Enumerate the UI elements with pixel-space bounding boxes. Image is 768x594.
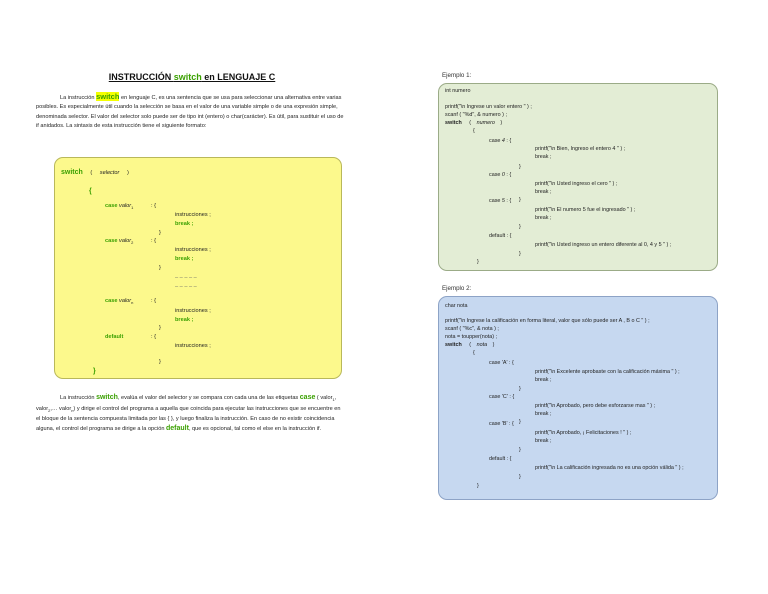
- example-1-box: [438, 83, 718, 271]
- ex1-case-0-printf: printf("\n Usted ingreso el cero " ) ;: [535, 181, 618, 187]
- ex2-default-close: }: [519, 474, 521, 480]
- ex1-case-5-close: }: [519, 224, 521, 230]
- syntax-case-n: case valor$_n$: [105, 298, 134, 306]
- ex2-default: default : {: [489, 456, 512, 462]
- ex2-case-a-break: break ;: [535, 377, 552, 383]
- title-prefix: INSTRUCCIÓN: [108, 72, 174, 82]
- ex2-printf-line: printf("\n Ingrese la calificación en forma literal, valor que sólo puede ser A , B o C " ) ;: [445, 318, 650, 324]
- ex1-case-0: case 0 : {: [489, 172, 512, 178]
- ex2-case-c-printf: printf("\n Aprobado, pero debe esforzarse mas " ) ;: [535, 403, 656, 409]
- intro-text-1: La instrucción: [60, 95, 97, 101]
- ex2-scanf-line: scanf ( "%c", & nota ) ;: [445, 326, 499, 332]
- explain-text-5: ,… valor: [50, 405, 72, 412]
- ex2-case-c-break: break ;: [535, 411, 552, 417]
- syntax-close-1: }: [159, 230, 161, 236]
- syntax-open-brace: {: [89, 188, 92, 195]
- explanation-paragraph: La instrucción switch, evalúa el valor del selector y se compara con cada una de las etiquetas case ( valor$_1$, valor$_2$,… valor$_n$) y dirige el control del programa a aquella que coincida para ejecutar las instrucciones que se encuentre en el bloque de la sentencia compuesta limitada por las { }, y luego finaliza la instrucción. En caso de no existir coincidencia alguna, el control del programa se dirige a la opción default, que es opcional, tal como el else en la instrucción if.: [36, 394, 341, 433]
- syntax-dashes-2: – – – – –: [175, 284, 197, 290]
- ex2-case-b: case 'B' : {: [489, 421, 514, 427]
- syntax-case-1: case valor$_1$: [105, 203, 134, 211]
- syntax-case-2-brace: : {: [151, 238, 156, 244]
- example-1-label: Ejemplo 1:: [442, 72, 472, 79]
- ex2-case-a-close: }: [519, 386, 521, 392]
- ex1-case-5: case 5 : {: [489, 198, 512, 204]
- syntax-open-paren: (: [90, 170, 93, 176]
- ex1-switch-line: switch ( numero ): [445, 120, 503, 126]
- ex2-case-b-close: }: [519, 447, 521, 453]
- syntax-break-2: break ;: [175, 256, 194, 262]
- ex1-default-printf: printf("\n Usted ingreso un entero diferente al 0, 4 y 5 " ) ;: [535, 242, 672, 248]
- ex1-case-5-printf: printf("\n El numero 5 fue el ingresado " ) ;: [535, 207, 636, 213]
- syntax-break-1: break ;: [175, 221, 194, 227]
- explain-text-1: La instrucción: [60, 395, 97, 401]
- syntax-default-keyword: default: [105, 334, 124, 340]
- ex1-default: default : {: [489, 233, 512, 239]
- intro-text-2: en lenguaje C, es una sentencia que se usa para seleccionar una alternativa entre varias posibles. Es especialmente útil cuando la selección se basa en el valor de una variable simple o de una expresión simple, denominada selector. El valor del selector solo puede ser de tipo int (entero) o char(carácter). Es útil, para sustituir el uso de if anidados. La sintaxis de esta instrucción tiene el siguiente formato:: [36, 95, 344, 130]
- example-2-box: [438, 296, 718, 500]
- ex1-case-4: case 4 : {: [489, 138, 512, 144]
- intro-paragraph: [36, 92, 346, 132]
- ex2-close-brace: }: [477, 483, 479, 489]
- syntax-default-instr: instrucciones ;: [175, 343, 211, 349]
- ex1-int-line: int numero: [445, 88, 471, 94]
- ex2-case-c: case 'C' : {: [489, 394, 515, 400]
- ex2-char-line: char nota: [445, 303, 468, 309]
- explain-text-4: , valor: [36, 395, 337, 412]
- ex1-case-4-printf: printf("\n Bien, Ingreso el entero 4 " ) ;: [535, 146, 626, 152]
- explain-text-2: , evalúa el valor del selector y se compara con cada una de las etiquetas: [117, 395, 300, 401]
- syntax-case-2: case valor$_2$: [105, 238, 134, 246]
- explain-text-3: ( valor: [315, 395, 333, 401]
- syntax-box: [54, 157, 342, 379]
- ex2-case-a: case 'A' : {: [489, 360, 514, 366]
- syntax-default-close: }: [159, 359, 161, 365]
- ex1-case-4-close: }: [519, 164, 521, 170]
- syntax-instr-1: instrucciones ;: [175, 212, 211, 218]
- syntax-break-n: break ;: [175, 317, 194, 323]
- ex1-case-0-break: break ;: [535, 189, 552, 195]
- ex2-switch-line: switch ( nota ): [445, 342, 495, 348]
- explain-text-6: ) y dirige el control del programa a aquella que coincida para ejecutar las instrucciones que se encuentre en el bloque de la sentencia compuesta limitada por las { }, y luego finaliza la instrucción. En caso de no existir coincidencia alguna, el control del programa se dirige a la opción: [36, 405, 341, 433]
- intro-keyword-switch: switch: [96, 92, 120, 101]
- explain-keyword-case: case: [299, 394, 316, 401]
- ex2-toupper-line: nota = toupper(nota) ;: [445, 334, 497, 340]
- title-keyword: switch: [173, 72, 202, 82]
- ex1-printf-line: printf("\n Ingrese un valor entero " ) ;: [445, 104, 532, 110]
- syntax-selector: selector: [99, 170, 120, 176]
- ex2-case-a-printf: printf("\n Excelente aprobaste con la calificación máxima " ) ;: [535, 369, 680, 375]
- syntax-close-2: }: [159, 265, 161, 271]
- ex1-case-0-close: }: [519, 197, 521, 203]
- ex2-open-brace: {: [473, 350, 475, 356]
- syntax-instr-2: instrucciones ;: [175, 247, 211, 253]
- explain-keyword-default: default: [165, 425, 189, 433]
- syntax-case-n-brace: : {: [151, 298, 156, 304]
- syntax-final-brace: }: [93, 368, 96, 375]
- ex1-case-4-break: break ;: [535, 154, 552, 160]
- ex1-scanf-line: scanf ( "%d", & numero ) ;: [445, 112, 507, 118]
- explain-keyword-switch: switch: [96, 394, 118, 401]
- ex2-case-c-close: }: [519, 419, 521, 425]
- syntax-instr-n: instrucciones ;: [175, 308, 211, 314]
- ex2-default-printf: printf("\n La calificación ingresada no es una opción válida " ) ;: [535, 465, 684, 471]
- ex2-case-b-printf: printf("\n Aprobado, ¡ Felicitaciones ! " ) ;: [535, 430, 632, 436]
- ex1-case-5-break: break ;: [535, 215, 552, 221]
- title-suffix: en LENGUAJE C: [201, 72, 276, 82]
- ex1-open-brace: {: [473, 128, 475, 134]
- syntax-close-n: }: [159, 325, 161, 331]
- syntax-switch-keyword: switch: [61, 169, 83, 176]
- ex2-case-b-break: break ;: [535, 438, 552, 444]
- example-2-label: Ejemplo 2:: [442, 285, 472, 292]
- ex1-default-close: }: [519, 251, 521, 257]
- explain-text-7: , que es opcional, tal como el else en la instrucción if.: [188, 426, 322, 433]
- page-title: [0, 72, 384, 82]
- syntax-close-paren: ): [126, 170, 129, 176]
- syntax-dashes-1: – – – – –: [175, 275, 197, 281]
- syntax-default-brace: : {: [151, 334, 156, 340]
- syntax-case-1-brace: : {: [151, 203, 156, 209]
- ex1-close-brace: }: [477, 259, 479, 265]
